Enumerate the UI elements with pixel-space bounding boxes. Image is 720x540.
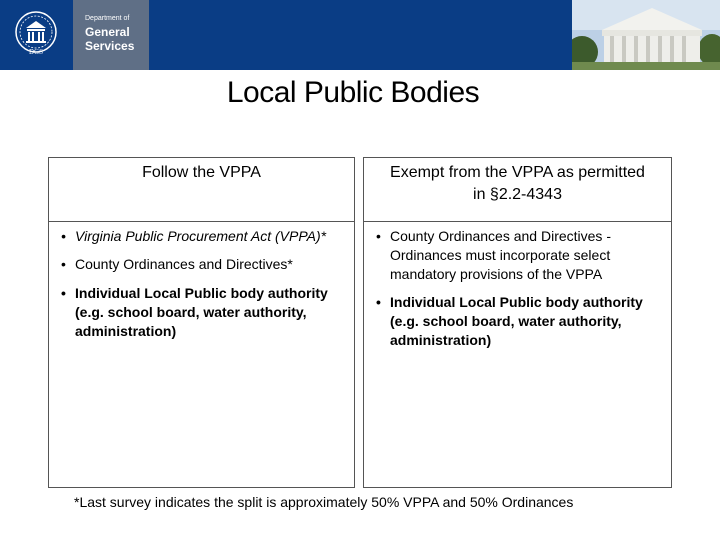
left-header-text: Follow the VPPA	[142, 164, 261, 181]
right-body-cell	[363, 221, 672, 488]
department-name-line1: General	[85, 25, 130, 39]
list-item: • County Ordinances and Directives*	[55, 255, 346, 274]
department-name-line2: Services	[85, 39, 135, 53]
list-item: • County Ordinances and Directives - Ordinances must incorporate select mandatory provisions of the VPPA	[370, 227, 663, 284]
dgs-seal-icon	[14, 10, 58, 58]
right-bullet-list	[370, 227, 663, 350]
right-header-cell	[363, 157, 672, 222]
department-of-label: Department of	[85, 15, 130, 22]
list-item: • Virginia Public Procurement Act (VPPA)*	[55, 227, 346, 246]
left-header-cell	[48, 157, 355, 222]
left-body-cell	[48, 221, 355, 488]
list-item: • Individual Local Public body authority (e.g. school board, water authority, administration)	[55, 284, 346, 341]
department-name-block	[73, 0, 149, 70]
capitol-building-image	[572, 0, 720, 70]
slide-title: Local Public Bodies	[226, 76, 480, 109]
footnote: *Last survey indicates the split is approximately 50% VPPA and 50% Ordinances	[74, 494, 574, 510]
dgs-logo	[0, 0, 72, 70]
list-item: • Individual Local Public body authority (e.g. school board, water authority, administration)	[370, 293, 663, 350]
header-banner	[0, 0, 720, 70]
department-name	[85, 25, 134, 53]
left-bullet-list	[55, 227, 346, 341]
right-header-text: Exempt from the VPPA as permitted in §2.2-4343	[390, 164, 645, 203]
seal-text: DGS	[28, 48, 44, 56]
